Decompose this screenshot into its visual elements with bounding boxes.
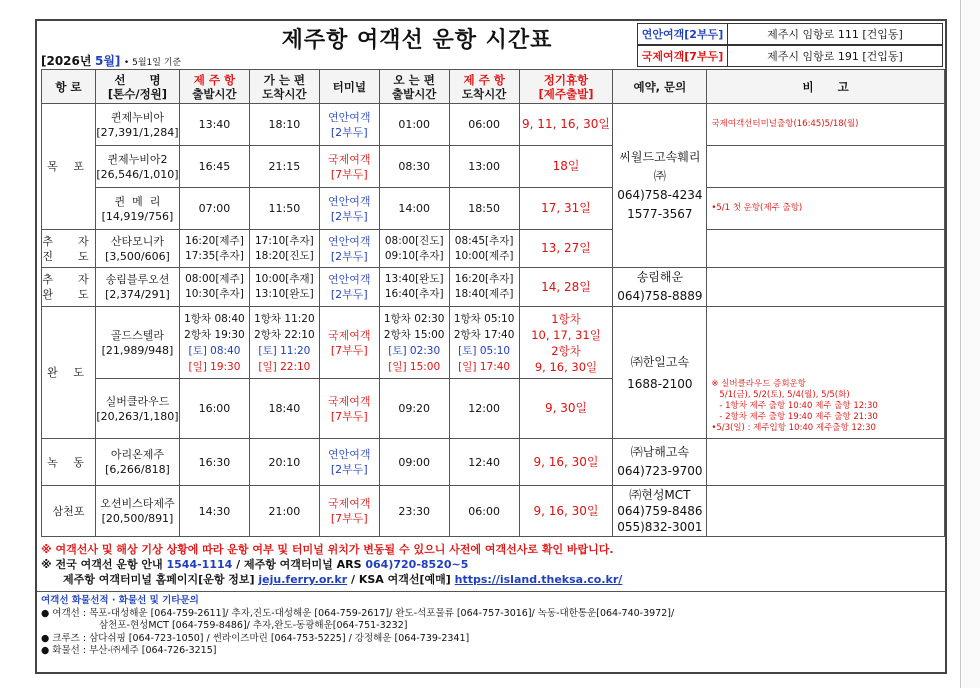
departure-time: 16:30	[179, 439, 249, 486]
ship-cell: 퀸제누비아2 [26,546/1,010]	[95, 146, 179, 188]
departure-time: 16:00	[179, 379, 249, 439]
ship-cell: 퀸제누비아 [27,391/1,284]	[95, 104, 179, 146]
return-arrival-time: 18:50	[449, 188, 519, 230]
holiday-cell: 9, 30일	[519, 379, 613, 439]
route-nokdong: 녹 동	[42, 439, 96, 486]
terminal-international	[637, 45, 943, 67]
table-row	[42, 104, 945, 146]
return-arrival-time: 06:00	[449, 486, 519, 537]
departure-time: 14:30	[179, 486, 249, 537]
ship-cell: 퀸 메 리 [14,919/756]	[95, 188, 179, 230]
route-samcheonpo: 삼천포	[42, 486, 96, 537]
return-departure-time: 08:30	[379, 146, 449, 188]
header-holiday: 정기휴항 [제주출발]	[519, 70, 613, 104]
departure-time: 08:00[제주] 10:30[추자]	[179, 268, 249, 307]
route-chuja-wando: 추 자 완 도	[42, 268, 96, 307]
contact-songrim: 송림해운 064)758-8889	[613, 268, 707, 307]
departure-time: 16:20[제주] 17:35[추자]	[179, 230, 249, 268]
return-arrival-time: 12:40	[449, 439, 519, 486]
arrival-time: 18:10	[249, 104, 319, 146]
return-departure-time: 1항차 02:30 2항차 15:00 [토] 02:30 [일] 15:00	[379, 307, 449, 379]
ship-cell: 아리온제주 [6,266/818]	[95, 439, 179, 486]
table-row	[42, 439, 945, 486]
departure-time: 13:40	[179, 104, 249, 146]
remark-empty	[707, 486, 945, 537]
header-arrival: 가 는 편 도착시간	[249, 70, 319, 104]
remark-empty	[707, 439, 945, 486]
date-since: • 5월1일 기준	[123, 58, 182, 68]
cargo-line-passenger: ● 여객선 : 목포-대성해운 [064-759-2611]/ 추자,진도-대성해운 [064-759-2617]/ 완도-석포물류 [064-757-3016]/ 녹동-대한통운[064-740-3972]/	[41, 607, 675, 619]
page-title: 제주항 여객선 운항 시간표	[281, 28, 553, 53]
header-row	[42, 70, 945, 104]
arrival-time: 11:50	[249, 188, 319, 230]
footer-info-1: ※ 전국 여객선 운항 안내 1544-1114 / 제주항 여객터미널 ARS 064)720-8520~5	[41, 558, 469, 571]
terminal-coastal-key: 연안여객[2부두]	[638, 24, 728, 44]
arrival-time: 10:00[추재] 13:10[완도]	[249, 268, 319, 307]
footer-divider	[37, 591, 945, 592]
return-arrival-time: 06:00	[449, 104, 519, 146]
holiday-cell: 9, 16, 30일	[519, 486, 613, 537]
header-contact: 예약, 문의	[613, 70, 707, 104]
ship-cell: 실버클라우드 [20,263/1,180]	[95, 379, 179, 439]
ship-cell: 오션비스타제주 [20,500/891]	[95, 486, 179, 537]
return-arrival-time: 13:00	[449, 146, 519, 188]
cargo-line-passenger-2: 삼천포-현성MCT [064-759-8486]/ 추자,완도-동광해운[064-751-3232]	[99, 620, 408, 631]
return-departure-time: 01:00	[379, 104, 449, 146]
arrival-time: 21:15	[249, 146, 319, 188]
terminal-international-address: 제주시 임항로 191 [건입동]	[767, 50, 903, 63]
return-departure-time: 09:20	[379, 379, 449, 439]
arrival-time: 17:10[추자] 18:20[진도]	[249, 230, 319, 268]
table-row	[42, 146, 945, 188]
return-arrival-time: 16:20[추자] 18:40[제주]	[449, 268, 519, 307]
return-arrival-time: 08:45[추자] 10:00[제주]	[449, 230, 519, 268]
terminal-cell: 연안여객 [2부두]	[319, 188, 379, 230]
holiday-cell: 17, 31일	[519, 188, 613, 230]
holiday-cell: 13, 27일	[519, 230, 613, 268]
ship-cell: 산타모니카 [3,500/606]	[95, 230, 179, 268]
return-departure-time: 13:40[완도] 16:40[추자]	[379, 268, 449, 307]
remark-empty	[707, 268, 945, 307]
terminal-cell: 국제여객 [7부두]	[319, 146, 379, 188]
header-terminal: 터미널	[319, 70, 379, 104]
header-departure: 제 주 항 출발시간	[179, 70, 249, 104]
ship-cell: 송림블루오션 [2,374/291]	[95, 268, 179, 307]
terminal-coastal	[637, 23, 943, 45]
route-chuja-jindo: 추 자 진 도	[42, 230, 96, 268]
terminal-cell: 연안여객 [2부두]	[319, 230, 379, 268]
cargo-info	[41, 595, 941, 658]
remark-empty	[707, 230, 945, 268]
arrival-time: 1항차 11:20 2항차 22:10 [토] 11:20 [일] 22:10	[249, 307, 319, 379]
return-departure-time: 09:00	[379, 439, 449, 486]
homepage-link[interactable]: jeju.ferry.or.kr	[258, 573, 348, 586]
arrival-time: 21:00	[249, 486, 319, 537]
departure-time: 1항차 08:40 2항차 19:30 [토] 08:40 [일] 19:30	[179, 307, 249, 379]
remark-queen-mary: •5/1 첫 운항(제주 출항)	[707, 188, 945, 230]
remark-empty	[707, 146, 945, 188]
table-row	[42, 486, 945, 537]
header-return-departure: 오 는 편 출발시간	[379, 70, 449, 104]
arrival-time: 18:40	[249, 379, 319, 439]
table-row	[42, 188, 945, 230]
window-edge	[960, 0, 980, 688]
footer-info-2: 제주항 여객터미널 홈페이지[운항 정보] jeju.ferry.or.kr / KSA 여객선[예매] https://island.theksa.co.kr/	[63, 573, 623, 586]
return-arrival-time: 1항차 05:10 2항차 17:40 [토] 05:10 [일] 17:40	[449, 307, 519, 379]
table-row	[42, 230, 945, 268]
date-year: [2026년	[41, 54, 92, 68]
terminal-international-key: 국제여객[7부두]	[638, 46, 728, 66]
timetable-sheet	[35, 19, 947, 674]
holiday-cell: 9, 11, 16, 30일	[519, 104, 613, 146]
holiday-cell: 1항차 10, 17, 31일 2항차 9, 16, 30일	[519, 307, 613, 379]
return-departure-time: 14:00	[379, 188, 449, 230]
header-return-arrival: 제 주 항 도착시간	[449, 70, 519, 104]
terminal-cell: 연안여객 [2부두]	[319, 104, 379, 146]
ship-cell: 골드스텔라 [21,989/948]	[95, 307, 179, 379]
arrival-time: 20:10	[249, 439, 319, 486]
terminal-cell: 국제여객 [7부두]	[319, 379, 379, 439]
contact-namhae: ㈜남해고속 064)723-9700	[613, 439, 707, 486]
cargo-title: 여객선 화물선적 · 화물선 및 기타문의	[41, 595, 199, 606]
return-departure-time: 23:30	[379, 486, 449, 537]
terminal-cell: 국제여객 [7부두]	[319, 307, 379, 379]
contact-hanil: ㈜한일고속 1688-2100	[613, 307, 707, 439]
terminal-coastal-address: 제주시 임항로 111 [건입동]	[767, 28, 903, 41]
schedule-table	[41, 69, 945, 537]
contact-hyunsung: ㈜현성MCT 064)759-8486 055)832-3001	[613, 486, 707, 537]
header-remarks: 비 고	[707, 70, 945, 104]
return-arrival-time: 12:00	[449, 379, 519, 439]
departure-time: 07:00	[179, 188, 249, 230]
holiday-cell: 14, 28일	[519, 268, 613, 307]
remark-silver-cloud: ※ 실버클라우드 증회운항 5/1(금), 5/2(토), 5/4(월), 5/5(화) - 1항차 제주 출항 10:40 제주 출항 12:30 - 2항차 제주 출항 19:40 제주 출항 21:30 •5/3(일) : 제주입항 10:40 제주출항 12:30	[707, 307, 945, 439]
table-row	[42, 307, 945, 379]
cargo-line-freight: ● 화물선 : 부산-㈜세주 [064-726-3215]	[41, 645, 217, 656]
cargo-line-cruise: ● 크루즈 : 삼다쉬핑 [064-723-1050] / 썬라이즈마린 [064-753-5225] / 강정해운 [064-739-2341]	[41, 632, 470, 644]
terminal-cell: 연안여객 [2부두]	[319, 439, 379, 486]
schedule-date	[41, 52, 181, 69]
header-route: 항 로	[42, 70, 96, 104]
holiday-cell: 9, 16, 30일	[519, 439, 613, 486]
terminal-cell: 국제여객 [7부두]	[319, 486, 379, 537]
holiday-cell: 18일	[519, 146, 613, 188]
ksa-booking-link[interactable]: https://island.theksa.co.kr/	[454, 573, 623, 586]
return-departure-time: 08:00[진도] 09:10[추자]	[379, 230, 449, 268]
header-ship: 선 명 [톤수/정원]	[95, 70, 179, 104]
route-mokpo: 목 포	[42, 104, 96, 230]
table-row	[42, 268, 945, 307]
route-wando: 완 도	[42, 307, 96, 439]
contact-seaworld: 씨월드고속훼리㈜ 064)758-4234 1577-3567	[613, 104, 707, 268]
terminal-cell: 연안여객 [2부두]	[319, 268, 379, 307]
date-month: 5월]	[94, 54, 121, 68]
remark-queen-nuvia: 국제여객선터미널출항(16:45)5/18(월)	[707, 104, 945, 146]
departure-time: 16:45	[179, 146, 249, 188]
footer-warning: ※ 여객선사 및 해상 기상 상황에 따라 운항 여부 및 터미널 위치가 변동될 수 있으니 사전에 여객선사로 확인 바랍니다.	[41, 543, 614, 556]
